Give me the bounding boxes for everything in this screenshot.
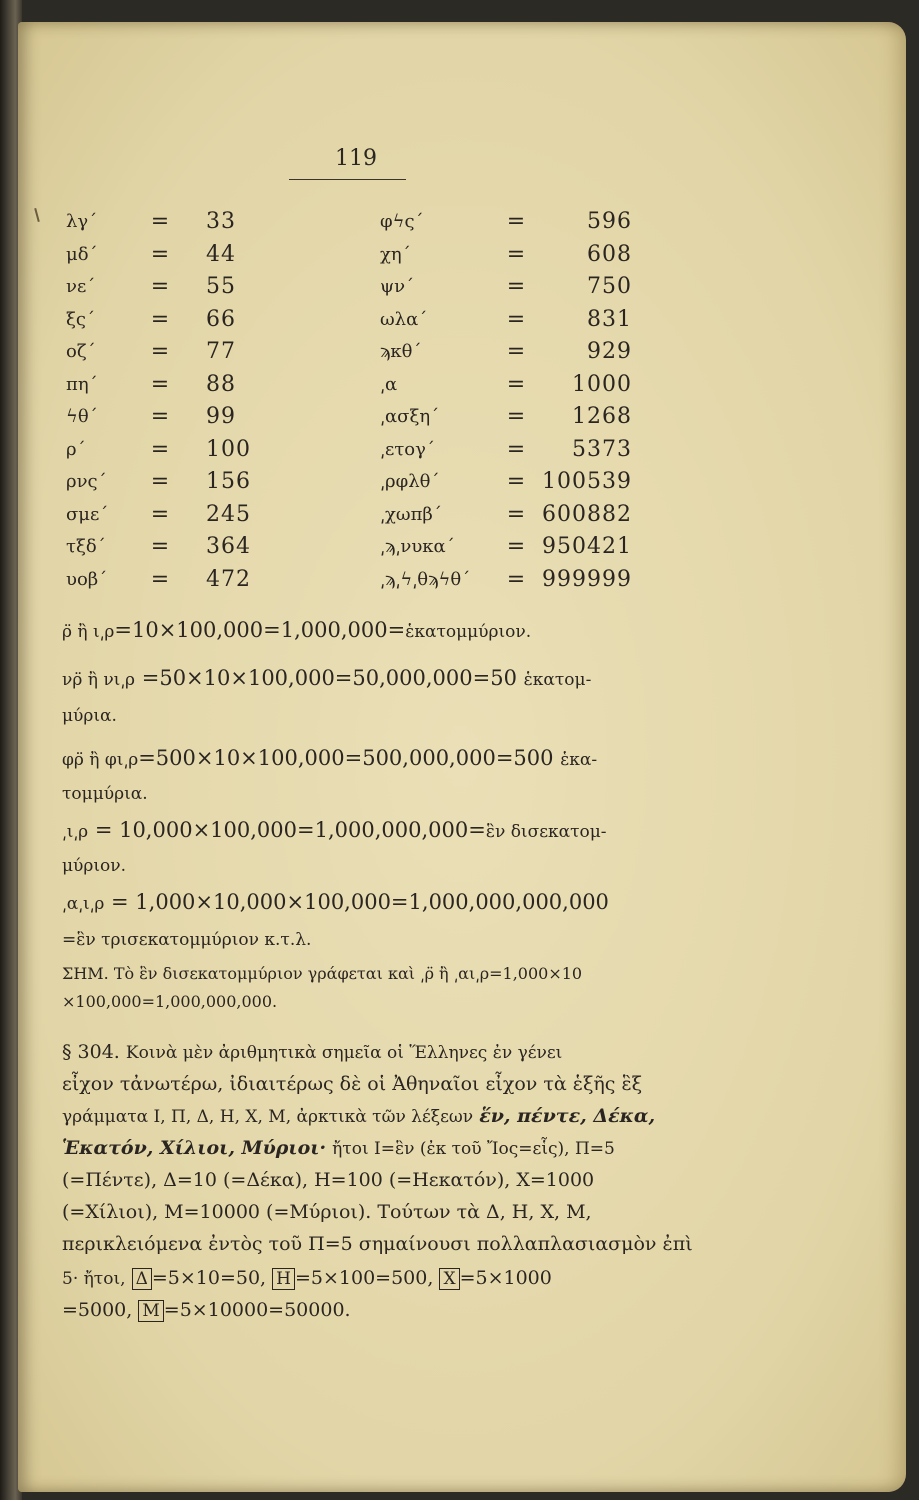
- equals-sign: =: [150, 469, 170, 494]
- arabic-value: 100539: [542, 469, 632, 494]
- arabic-value: 472: [206, 566, 251, 592]
- equation-line-3: φρ̈ ἢ φι͵ρ=500×10×100,000=500,000,000=500 ἑκα-: [62, 746, 598, 770]
- equation-line-2-cont: μύρια.: [62, 706, 117, 726]
- equation-line-5-cont: =ἓν τρισεκατομμύριον κ.τ.λ.: [62, 930, 312, 950]
- arabic-value: 929: [587, 339, 632, 364]
- greek-numeral: ͵ϡ͵νυκα΄: [380, 536, 455, 557]
- numeral-row: [66, 466, 286, 498]
- equation-line-1: ρ̈ ἢ ι͵ρ=10×100,000=1,000,000=ἑκατομμύριον.: [62, 618, 532, 642]
- equals-sign: =: [150, 566, 170, 592]
- greek-numeral: ρ΄: [66, 438, 86, 460]
- equation-line-5: ͵α͵ι͵ρ = 1,000×10,000×100,000=1,000,000,000,000: [62, 890, 609, 914]
- arabic-value: 100: [206, 436, 251, 462]
- paragraph-line-9: =5000, Μ =5×10000=50000.: [62, 1299, 351, 1321]
- numeral-row: [380, 239, 640, 271]
- arabic-value: 950421: [542, 534, 632, 559]
- left-numeral-table: [66, 206, 286, 596]
- greek-numeral: ͵ρφλθ΄: [380, 471, 440, 492]
- equation-line-3-cont: τομμύρια.: [62, 784, 148, 804]
- paragraph-line-5: (=Πέντε), Δ=10 (=Δέκα), Η=100 (=Ηεκατόν), Χ=1000: [62, 1169, 595, 1191]
- greek-numeral: ͵χωπβ΄: [380, 503, 442, 525]
- equals-sign: =: [506, 501, 526, 527]
- equals-sign: =: [506, 339, 526, 364]
- arabic-value: 596: [587, 209, 632, 234]
- paragraph-line-2: εἶχον τἀνωτέρω, ἰδιαιτέρως δὲ οἱ Ἀθηναῖοι εἶχον τὰ ἑξῆς ἓξ: [62, 1073, 643, 1095]
- arabic-value: 245: [206, 501, 251, 527]
- note-line-1: ΣΗΜ. Τὸ ἓν δισεκατομμύριον γράφεται καὶ ͵ρ̈ ἢ ͵αι͵ρ=1,000×10: [62, 964, 583, 983]
- numeral-row: [66, 206, 286, 238]
- numeral-row: [66, 304, 286, 336]
- paragraph-line-8: 5· ἤτοι, Δ =5×10=50, Η =5×100=500, Χ =5×1000: [62, 1267, 552, 1289]
- greek-numeral: λγ΄: [66, 211, 98, 232]
- equation-line-2: νρ̈ ἢ νι͵ρ =50×10×100,000=50,000,000=50 ἑκατομ-: [62, 666, 592, 690]
- numeral-row: [66, 564, 286, 596]
- numeral-row: [380, 564, 640, 596]
- paragraph-line-3: γράμματα Ι, Π, Δ, Η, Χ, Μ, ἀρκτικὰ τῶν λέξεων ἕν, πέντε, Δέκα,: [62, 1105, 656, 1127]
- greek-numeral: ωλα΄: [380, 308, 428, 330]
- equals-sign: =: [150, 241, 170, 267]
- arabic-value: 77: [206, 339, 236, 364]
- arabic-value: 55: [206, 274, 236, 299]
- numeral-row: [380, 434, 640, 466]
- equals-sign: =: [506, 469, 526, 494]
- equals-sign: =: [150, 209, 170, 234]
- numeral-row: [66, 239, 286, 271]
- greek-numeral: οζ΄: [66, 341, 96, 362]
- equals-sign: =: [150, 339, 170, 364]
- equation-line-4-cont: μύριον.: [62, 856, 127, 876]
- greek-numeral: ͵α: [380, 373, 398, 395]
- greek-numeral: νε΄: [66, 276, 96, 297]
- header-rule: [289, 179, 406, 180]
- equals-sign: =: [150, 404, 170, 429]
- equals-sign: =: [506, 371, 526, 397]
- equals-sign: =: [150, 306, 170, 332]
- greek-numeral: υοβ΄: [66, 568, 108, 590]
- arabic-value: 608: [587, 241, 632, 267]
- numeral-row: [380, 369, 640, 401]
- boxed-eta-numeral: Η: [272, 1268, 295, 1290]
- greek-numeral: ϟθ΄: [66, 406, 98, 427]
- numeral-row: [66, 499, 286, 531]
- paragraph-line-1: § 304. Κοινὰ μὲν ἀριθμητικὰ σημεῖα οἱ Ἕλληνες ἐν γένει: [62, 1041, 563, 1063]
- numeral-row: [66, 531, 286, 563]
- greek-numeral: ͵ϡ͵ϟ͵θϡϟθ΄: [380, 568, 471, 590]
- equals-sign: =: [150, 534, 170, 559]
- numeral-row: [66, 369, 286, 401]
- numeral-row: [380, 466, 640, 498]
- greek-numeral: μδ΄: [66, 243, 98, 265]
- arabic-value: 1000: [572, 371, 632, 397]
- arabic-value: 66: [206, 306, 236, 332]
- paragraph-line-4: Ἑκατόν, Χίλιοι, Μύριοι· ἤτοι Ι=ἓν (ἐκ τοῦ Ἴος=εἷς), Π=5: [62, 1137, 615, 1159]
- equals-sign: =: [506, 274, 526, 299]
- greek-numeral: ͵ασξη΄: [380, 406, 440, 427]
- arabic-value: 44: [206, 241, 236, 267]
- numeral-row: [380, 304, 640, 336]
- equals-sign: =: [150, 501, 170, 527]
- equals-sign: =: [506, 534, 526, 559]
- equals-sign: =: [506, 241, 526, 267]
- numeral-row: [380, 271, 640, 303]
- numeral-row: [380, 401, 640, 433]
- right-numeral-table: [380, 206, 640, 596]
- paragraph-line-7: περικλειόμενα ἐντὸς τοῦ Π=5 σημαίνουσι πολλαπλασιασμὸν ἐπὶ: [62, 1233, 693, 1255]
- paragraph-line-6: (=Χίλιοι), Μ=10000 (=Μύριοι). Τούτων τὰ Δ, Η, Χ, Μ,: [62, 1201, 592, 1223]
- greek-numeral: ϡκθ΄: [380, 341, 422, 362]
- equals-sign: =: [506, 209, 526, 234]
- greek-numeral: φϟς΄: [380, 211, 424, 232]
- equals-sign: =: [150, 371, 170, 397]
- greek-numeral: ͵ετογ΄: [380, 438, 435, 460]
- arabic-value: 750: [587, 274, 632, 299]
- numeral-row: [380, 336, 640, 368]
- boxed-mu-numeral: Μ: [138, 1300, 163, 1322]
- arabic-value: 156: [206, 469, 251, 494]
- numeral-row: [380, 531, 640, 563]
- arabic-value: 33: [206, 209, 236, 234]
- numeral-row: [380, 206, 640, 238]
- numeral-row: [66, 271, 286, 303]
- equation-line-4: ͵ι͵ρ = 10,000×100,000=1,000,000,000=ἓν δισεκατομ-: [62, 818, 607, 842]
- numeral-row: [66, 336, 286, 368]
- numeral-row: [380, 499, 640, 531]
- equals-sign: =: [506, 436, 526, 462]
- page-number: 119: [335, 146, 377, 171]
- greek-numeral: πη΄: [66, 373, 98, 395]
- greek-numeral: ψν΄: [380, 276, 415, 297]
- numeral-row: [66, 434, 286, 466]
- note-line-2: ×100,000=1,000,000,000.: [62, 992, 278, 1011]
- arabic-value: 1268: [572, 404, 632, 429]
- greek-numeral: ξς΄: [66, 308, 95, 330]
- arabic-value: 364: [206, 534, 251, 559]
- arabic-value: 99: [206, 404, 236, 429]
- arabic-value: 831: [587, 306, 632, 332]
- section-number: § 304.: [62, 1041, 120, 1063]
- arabic-value: 600882: [542, 501, 632, 527]
- equals-sign: =: [150, 274, 170, 299]
- greek-numeral: τξδ΄: [66, 536, 106, 557]
- greek-numeral: ρνς΄: [66, 471, 107, 492]
- greek-numeral: σμε΄: [66, 503, 109, 525]
- equals-sign: =: [506, 566, 526, 592]
- boxed-chi-numeral: Χ: [439, 1268, 459, 1290]
- arabic-value: 5373: [572, 436, 632, 462]
- equals-sign: =: [150, 436, 170, 462]
- arabic-value: 88: [206, 371, 236, 397]
- greek-numeral: χη΄: [380, 243, 411, 265]
- equals-sign: =: [506, 404, 526, 429]
- equals-sign: =: [506, 306, 526, 332]
- numeral-row: [66, 401, 286, 433]
- arabic-value: 999999: [542, 566, 632, 592]
- boxed-delta-numeral: Δ: [132, 1268, 152, 1290]
